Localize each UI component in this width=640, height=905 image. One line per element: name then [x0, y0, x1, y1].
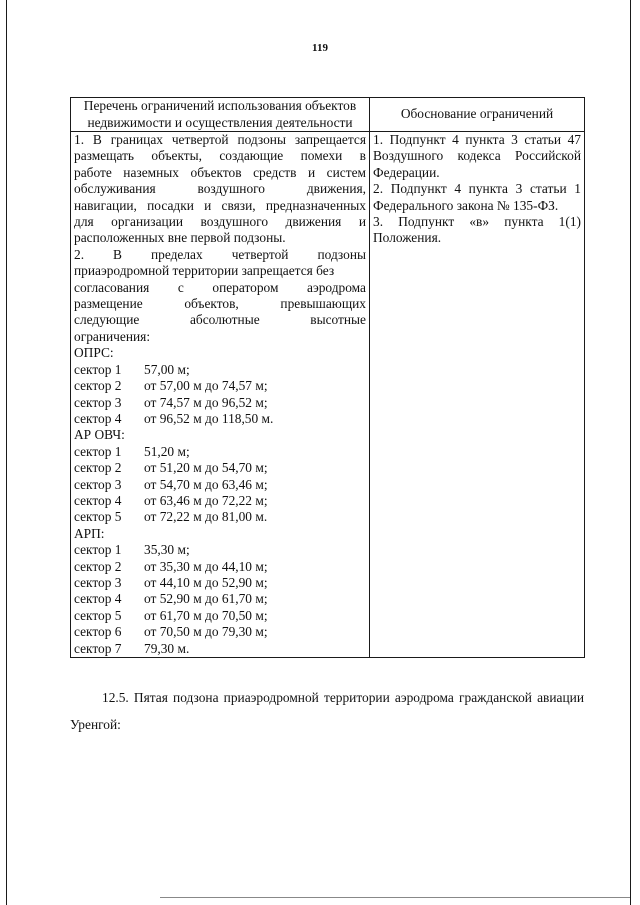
sector-label: сектор 2 — [74, 558, 122, 574]
restriction-text-line: приаэродромной территории запрещается без — [74, 263, 335, 279]
object-group-name: АР ОВЧ: — [74, 427, 125, 443]
sector-row — [74, 624, 366, 640]
restriction-text-line: согласования с оператором аэродрома — [74, 279, 366, 295]
subzone-paragraph: 12.5. Пятая подзона приаэродромной территории аэродрома гражданской авиации Уренгой: — [70, 690, 584, 732]
restriction-text-line: расположенных вне первой подзоны. — [74, 230, 286, 246]
sector-label: сектор 5 — [74, 509, 122, 525]
sector-label: сектор 4 — [74, 410, 122, 426]
object-group-name: ОПРС: — [74, 345, 114, 361]
scan-edge-right — [630, 0, 631, 905]
sector-height-value: от 54,70 м до 63,46 м; — [144, 476, 268, 492]
sector-label: сектор 4 — [74, 492, 122, 508]
sector-row — [74, 608, 366, 624]
sector-height-value: от 52,90 м до 61,70 м; — [144, 591, 268, 607]
restriction-text-line: обслуживания воздушного движения, — [74, 181, 366, 197]
sector-row — [74, 460, 366, 476]
sector-row — [74, 395, 366, 411]
sector-label: сектор 6 — [74, 624, 122, 640]
sector-label: сектор 3 — [74, 574, 122, 590]
sector-height-value: от 35,30 м до 44,10 м; — [144, 558, 268, 574]
sector-height-value: от 63,46 м до 72,22 м; — [144, 492, 268, 508]
sector-height-value: от 61,70 м до 70,50 м; — [144, 607, 268, 623]
sector-height-value: от 96,52 м до 118,50 м. — [144, 410, 274, 426]
sector-height-value: от 74,57 м до 96,52 м; — [144, 394, 268, 410]
justification-cell — [370, 132, 585, 658]
sector-row — [74, 411, 366, 427]
sector-label: сектор 2 — [74, 460, 122, 476]
sector-height-value: от 72,22 м до 81,00 м. — [144, 509, 268, 525]
sector-row — [74, 641, 366, 657]
restriction-text-line: навигации, посадки и связи, предназначенных — [74, 197, 366, 213]
restriction-text-line: 1. В границах четвертой подзоны запрещается — [74, 132, 366, 147]
header-justification: Обоснование ограничений — [370, 98, 585, 132]
header-restrictions: Перечень ограничений использования объектов недвижимости и осуществления деятельности — [71, 98, 370, 132]
sector-label: сектор 4 — [74, 591, 122, 607]
sector-row — [74, 591, 366, 607]
sector-label: сектор 5 — [74, 607, 122, 623]
restriction-text-line: размещение объектов, превышающих — [74, 296, 366, 312]
sector-height-value: от 57,00 м до 74,57 м; — [144, 378, 268, 394]
sector-row — [74, 542, 366, 558]
justification-text-line: Положения. — [373, 230, 442, 246]
restriction-text-line: размещать объекты, создающие помехи в — [74, 148, 366, 164]
restriction-text-line: 2. В пределах четвертой подзоны — [74, 246, 366, 262]
justification-text-line: Воздушного кодекса Российской — [373, 148, 581, 164]
sector-row — [74, 362, 366, 378]
sector-label: сектор 1 — [74, 361, 122, 377]
table-body-row — [71, 132, 585, 658]
restriction-text-line: следующие абсолютные высотные — [74, 312, 366, 328]
justification-text-line: Федерации. — [373, 164, 440, 180]
sector-row — [74, 378, 366, 394]
object-group-name: АРП: — [74, 525, 105, 541]
sector-height-value: от 51,20 м до 54,70 м; — [144, 460, 268, 476]
restriction-text-line: ограничения: — [74, 328, 151, 344]
scan-edge-left — [6, 0, 7, 905]
scan-edge-bottom — [160, 897, 630, 898]
sector-height-value: от 70,50 м до 79,30 м; — [144, 624, 268, 640]
justification-text-line: 3. Подпункт «в» пункта 1(1) — [373, 214, 581, 230]
justification-text-line: 1. Подпункт 4 пункта 3 статьи 47 — [373, 132, 581, 147]
restrictions-table — [70, 97, 585, 658]
sector-height-value: от 44,10 м до 52,90 м; — [144, 574, 268, 590]
sector-row — [74, 559, 366, 575]
sector-row — [74, 493, 366, 509]
justification-text-line: 2. Подпункт 4 пункта 3 статьи 1 — [373, 181, 581, 197]
sector-row — [74, 444, 366, 460]
sector-label: сектор 3 — [74, 394, 122, 410]
sector-label: сектор 7 — [74, 640, 122, 656]
sector-row — [74, 509, 366, 525]
sector-row — [74, 477, 366, 493]
table-header-row — [71, 98, 585, 132]
sector-label: сектор 1 — [74, 443, 122, 459]
sector-label: сектор 1 — [74, 542, 122, 558]
sector-height-value: 57,00 м; — [144, 361, 190, 377]
restriction-text-line: для организации воздушного движения и — [74, 214, 366, 230]
page-number: 119 — [312, 42, 328, 54]
restrictions-cell — [71, 132, 370, 658]
justification-text-line: Федерального закона № 135-ФЗ. — [373, 197, 559, 213]
sector-height-value: 35,30 м; — [144, 542, 190, 558]
sector-row — [74, 575, 366, 591]
restriction-text-line: работе наземных объектов средств и систем — [74, 164, 366, 180]
sector-label: сектор 3 — [74, 476, 122, 492]
sector-label: сектор 2 — [74, 378, 122, 394]
sector-height-value: 51,20 м; — [144, 443, 190, 459]
sector-height-value: 79,30 м. — [144, 640, 190, 656]
